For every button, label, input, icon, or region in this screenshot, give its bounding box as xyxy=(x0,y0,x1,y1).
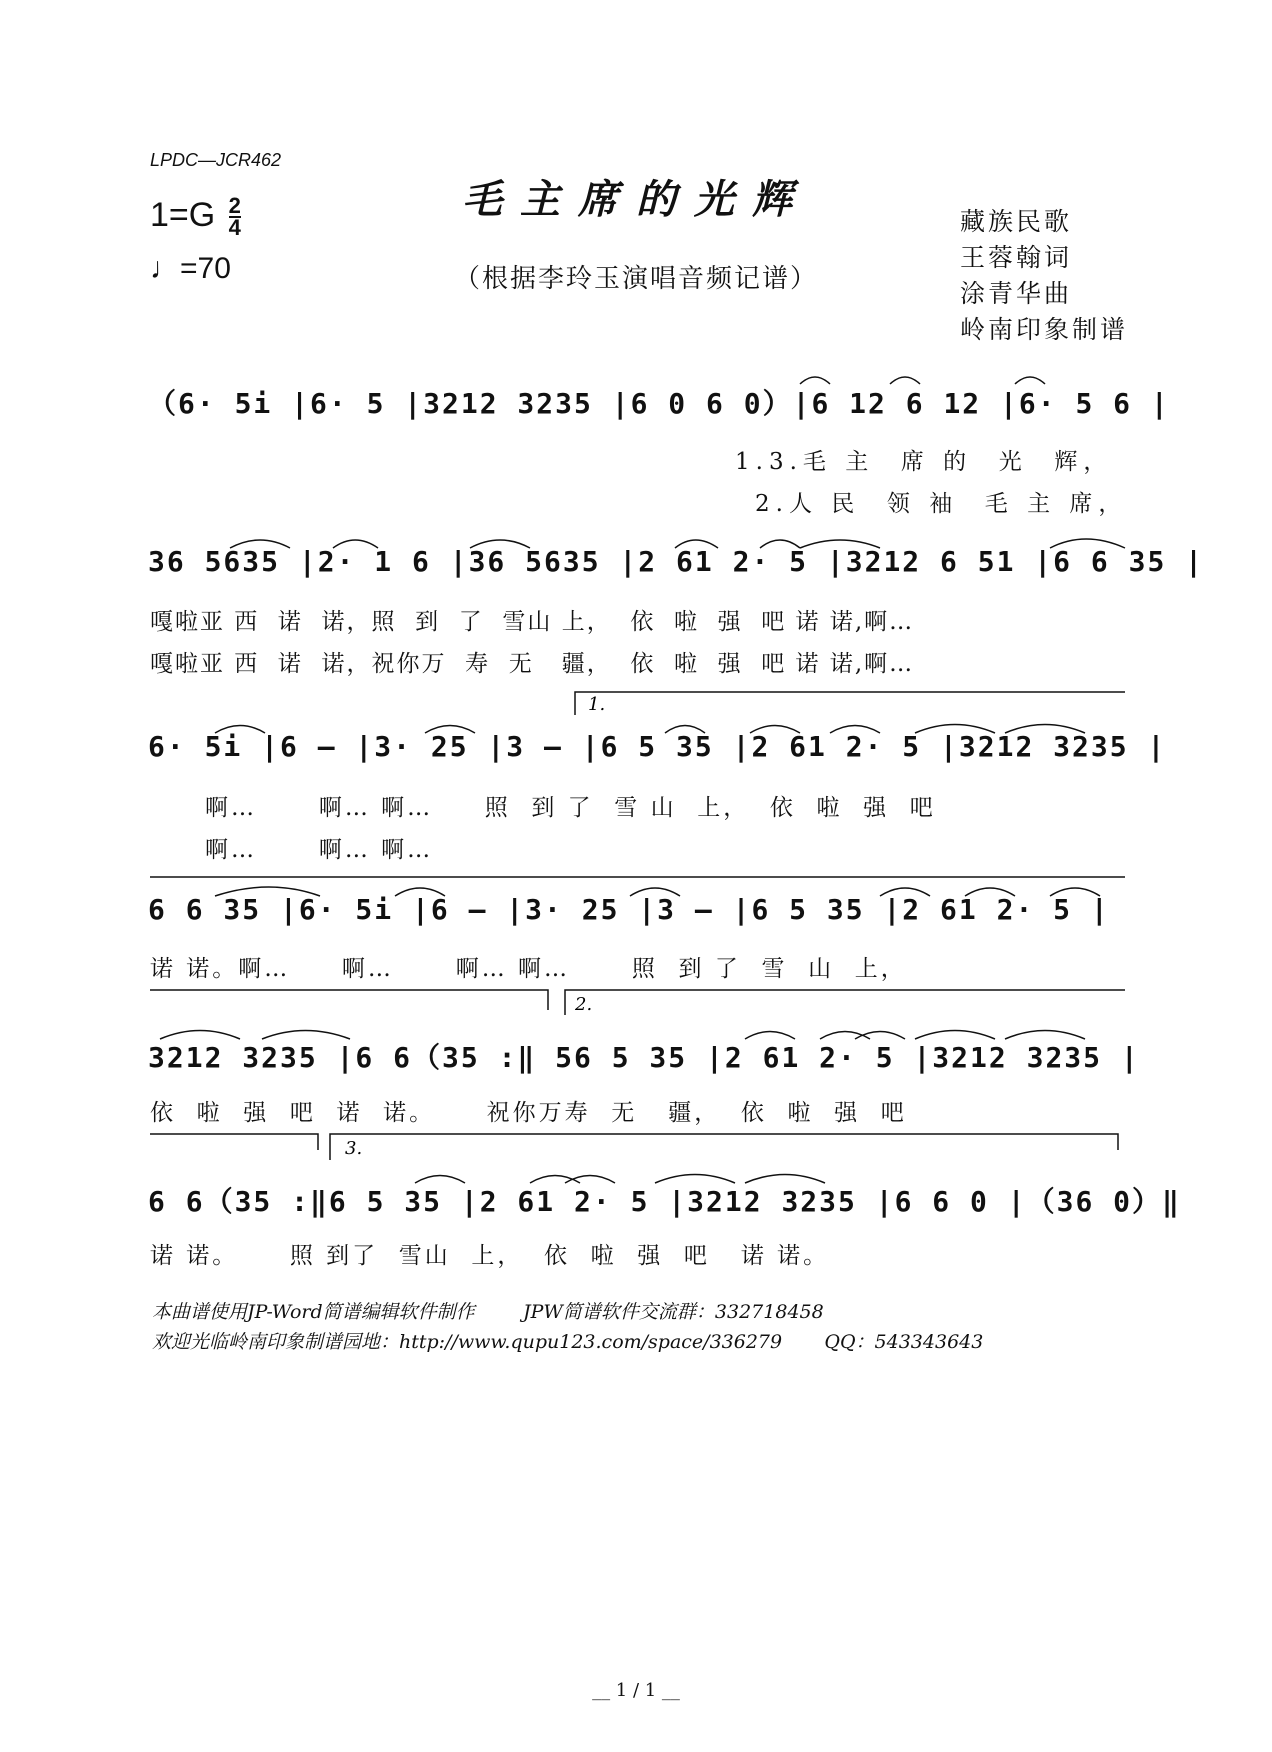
key-signature xyxy=(150,193,241,241)
score-line-5: 3212 3235 |6 6（35 :‖ 56 5 35 |2 61 2· 5 |3212 3235 | xyxy=(148,1041,1140,1074)
time-signature-bottom: 4 xyxy=(228,215,241,241)
volta-label-1: 1. xyxy=(588,694,606,715)
quarter-note-icon: ♩ xyxy=(150,252,180,285)
footer-line-2: 欢迎光临岭南印象制谱园地：http://www.qupu123.com/space/336279 QQ：543343643 xyxy=(152,1331,984,1353)
song-subtitle: （根据李玲玉演唱音频记谱） xyxy=(453,264,818,294)
time-signature-top: 2 xyxy=(228,193,241,219)
volta-bracket-1-end xyxy=(150,990,548,1010)
time-signature xyxy=(228,193,241,241)
score-line-2: 36 5635 |2· 1 6 |36 5635 |2 61 2· 5 |3212 6 51 |6 6 35 | xyxy=(148,545,1205,578)
key-label: 1=G xyxy=(150,196,216,234)
lyric-line-3-verse-1: 啊… 啊… 啊… 照 到 了 雪 山 上， 依 啦 强 吧 xyxy=(205,795,936,821)
lyric-line-2-verse-1: 嘎啦亚 西 诺 诺，照 到 了 雪山 上， 依 啦 强 吧 诺 诺,啊… xyxy=(150,609,915,635)
volta-bracket-1 xyxy=(575,692,1125,715)
volta-bracket-3 xyxy=(330,1134,1118,1160)
lyric-line-3-verse-2: 啊… 啊… 啊… xyxy=(205,837,434,863)
page-number: __ 1 / 1 __ xyxy=(592,1680,680,1701)
credit-composer: 涂青华曲 xyxy=(960,279,1073,308)
tempo-value: =70 xyxy=(180,252,231,285)
song-title: 毛主席的光辉 xyxy=(462,176,810,223)
credit-genre: 藏族民歌 xyxy=(960,207,1073,236)
credits-block xyxy=(960,204,1128,348)
score-code: LPDC—JCR462 xyxy=(150,150,282,170)
credit-transcriber: 岭南印象制谱 xyxy=(960,315,1129,344)
score-line-1: （6· 5i |6· 5 |3212 3235 |6 0 6 0）|6 12 6 12 |6· 5 6 | xyxy=(148,387,1170,420)
score-line-6: 6 6（35 :‖6 5 35 |2 61 2· 5 |3212 3235 |6 6 0 |（36 0）‖ xyxy=(148,1185,1181,1218)
lyric-line-1-verse-2: 2.人 民 领 袖 毛 主 席， xyxy=(755,491,1128,517)
volta-label-2: 2. xyxy=(575,994,593,1015)
footer-line-1: 本曲谱使用JP-Word简谱编辑软件制作 JPW简谱软件交流群：332718458 xyxy=(152,1301,824,1323)
tempo-marking xyxy=(150,252,231,286)
score-line-3: 6· 5i |6 – |3· 25 |3 – |6 5 35 |2 61 2· 5 |3212 3235 | xyxy=(148,730,1167,763)
lyric-line-5: 依 啦 强 吧 诺 诺。 祝你万寿 无 疆， 依 啦 强 吧 xyxy=(150,1100,907,1126)
volta-bracket-2 xyxy=(565,990,1125,1015)
credit-lyricist: 王蓉翰词 xyxy=(960,243,1073,272)
lyric-line-1-verse-1: 1.3.毛 主 席 的 光 辉， xyxy=(735,449,1113,475)
lyric-line-2-verse-2: 嘎啦亚 西 诺 诺，祝你万 寿 无 疆， 依 啦 强 吧 诺 诺,啊… xyxy=(150,651,915,677)
volta-label-3: 3. xyxy=(345,1138,363,1159)
volta-bracket-2-end xyxy=(150,1134,318,1150)
lyric-line-4: 诺 诺。啊… 啊… 啊… 啊… 照 到 了 雪 山 上， xyxy=(150,956,907,982)
lyric-line-6: 诺 诺。 照 到了 雪山 上， 依 啦 强 吧 诺 诺。 xyxy=(150,1243,830,1269)
score-line-4: 6 6 35 |6· 5i |6 – |3· 25 |3 – |6 5 35 |2 61 2· 5 | xyxy=(148,893,1110,926)
